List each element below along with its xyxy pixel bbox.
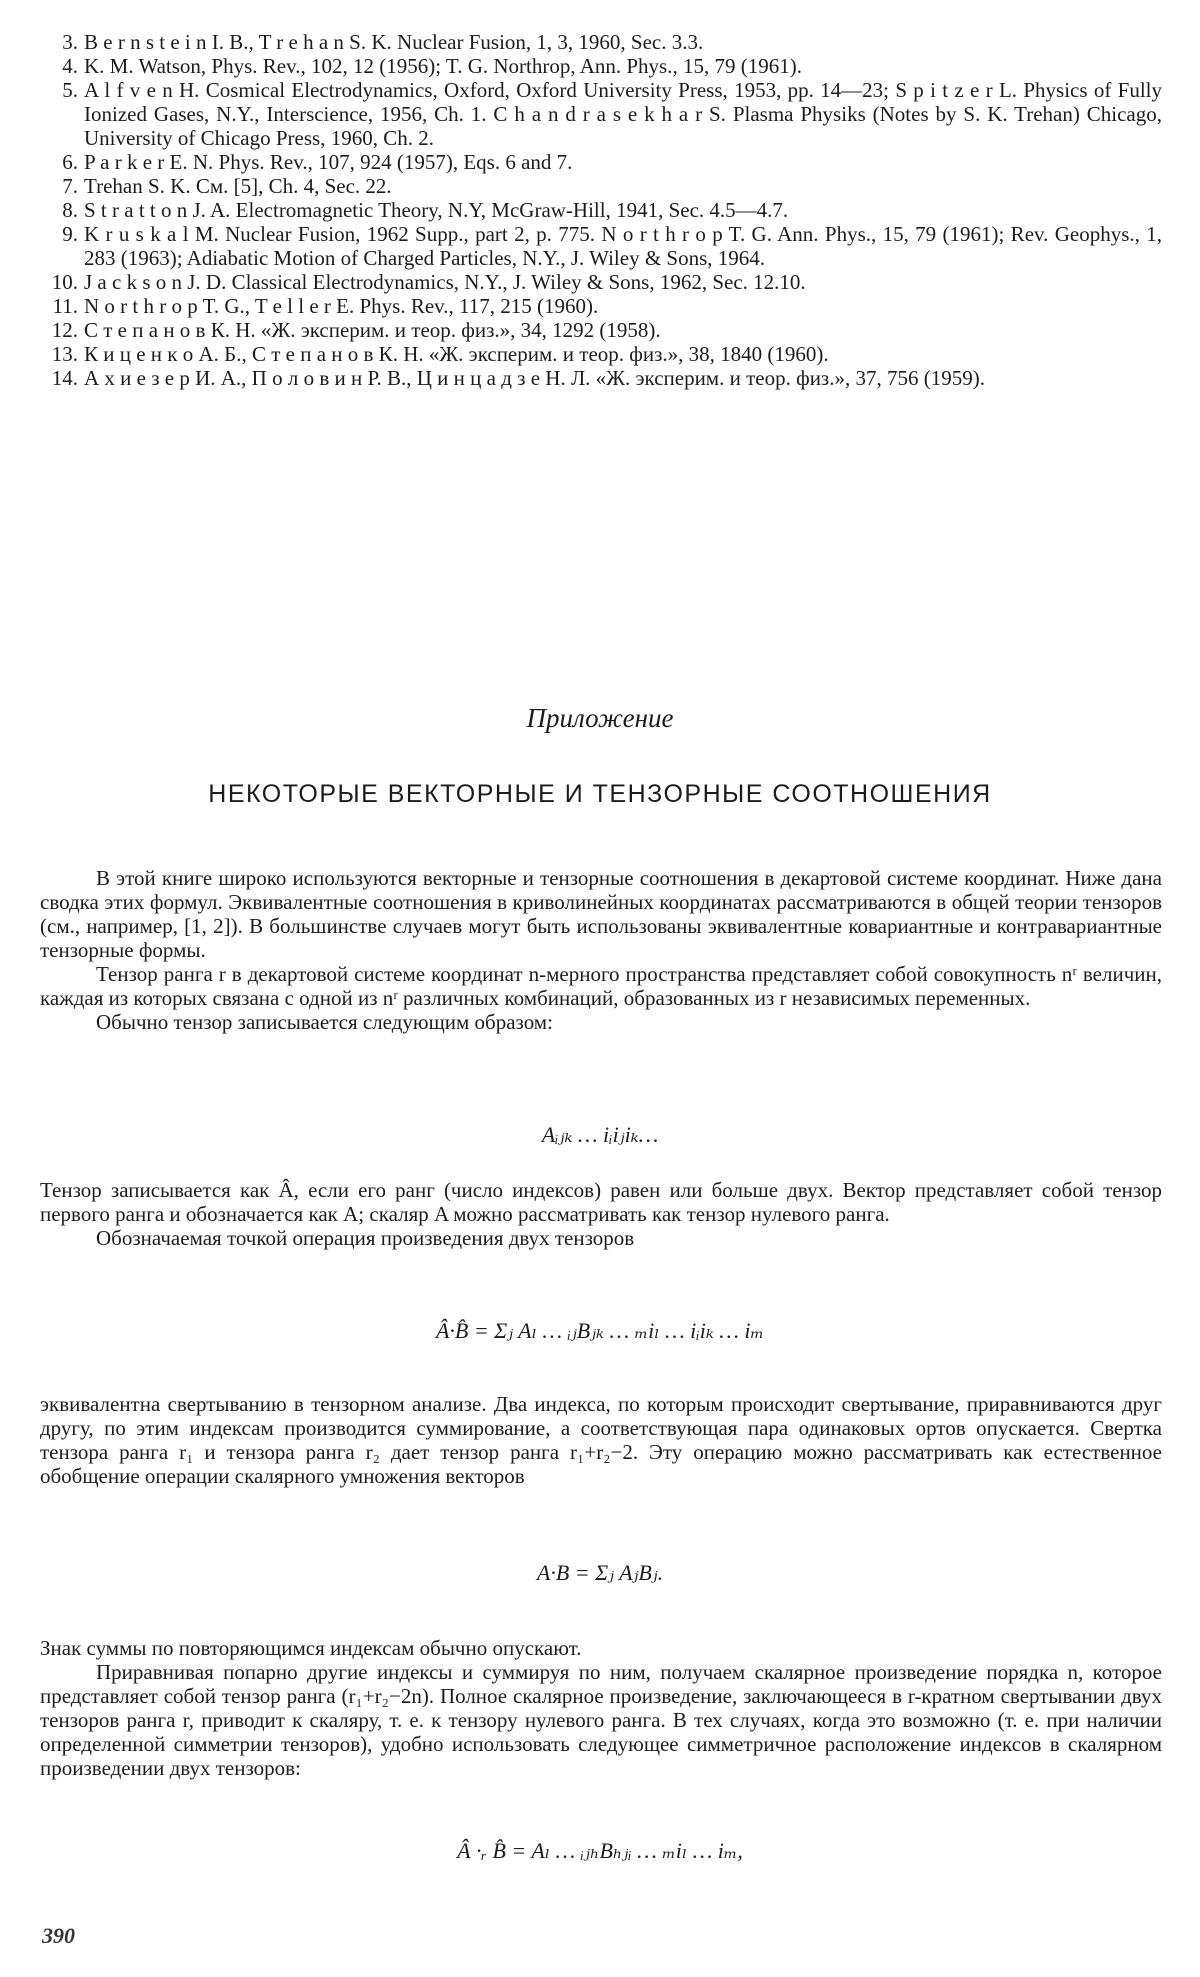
paragraph: В этой книге широко используются векторные и тензорные соотношения в декартовой системе координат. Ниже дана сводка этих формул. Эквивалентные соотношения в криволинейных координатах рассматриваются в общей теории тензоров (см., например, [1, 2]). В большинстве случаев могут быть использованы эквивалентные ковариантные и контравариантные тензорные формы. bbox=[40, 866, 1162, 962]
formula-vector-dot: A·B = Σⱼ AⱼBⱼ. bbox=[536, 1560, 664, 1585]
reference-item: 8. S t r a t t o n J. A. Electromagnetic Theory, N.Y, McGraw-Hill, 1941, Sec. 4.5—4.7. bbox=[62, 198, 789, 222]
reference-item: 13. К и ц е н к о А. Б., С т е п а н о в К. Н. «Ж. эксперим. и теор. физ.», 38, 1840 (1960). bbox=[51, 342, 829, 366]
paragraph: Тензор ранга r в декартовой системе координат n-мерного пространства представляет собой совокупность nʳ величин, каждая из которых связана с одной из nʳ различных комбинаций, образованных из r независимых переменных. bbox=[40, 962, 1162, 1010]
formula-tensor: Aᵢⱼₖ … iᵢiⱼiₖ… bbox=[541, 1122, 659, 1147]
paragraph: Знак суммы по повторяющимся индексам обычно опускают. bbox=[40, 1636, 582, 1660]
formula-full-scalar: Â ·ᵣ B̂ = Aₗ … ᵢⱼₕBₕⱼᵢ … ₘiₗ … iₘ, bbox=[457, 1838, 743, 1863]
scalar-product-text bbox=[40, 1636, 1162, 1780]
contraction-text bbox=[40, 1392, 1162, 1488]
reference-item: 6. P a r k e r E. N. Phys. Rev., 107, 924 (1957), Eqs. 6 and 7. bbox=[62, 150, 573, 174]
formula-dot-product: Â·B̂ = Σⱼ Aₗ … ᵢⱼBⱼₖ … ₘiₗ … iᵢiₖ … iₘ bbox=[435, 1318, 765, 1343]
paragraph: Тензор записывается как Â, если его ранг (число индексов) равен или больше двух. Вектор представляет собой тензор первого ранга и обозначается как A; скаляр A можно рассматривать как тензор нулевого ранга. bbox=[40, 1178, 1162, 1226]
reference-item: 7. Trehan S. K. См. [5], Ch. 4, Sec. 22. bbox=[62, 174, 392, 198]
reference-item: 9. K r u s k a l M. Nuclear Fusion, 1962 Supp., part 2, p. 775. N o r t h r o p T. G. Ann. Phys., 15, 79 (1961); Rev. Geophys., 1, 283 (1963); Adiabatic Motion of Charged Particles, N.Y., J. Wiley & Sons, 1964. bbox=[62, 222, 1162, 270]
reference-item: 14. А х и е з е р И. А., П о л о в и н Р. В., Ц и н ц а д з е Н. Л. «Ж. эксперим. и теор. физ.», 37, 756 (1959). bbox=[51, 366, 985, 390]
page-number: 390 bbox=[42, 1923, 75, 1948]
tensor-text bbox=[40, 1178, 1162, 1250]
reference-item: 3. B e r n s t e i n I. B., T r e h a n S. K. Nuclear Fusion, 1, 3, 1960, Sec. 3.3. bbox=[62, 30, 704, 54]
intro-text bbox=[40, 866, 1162, 1034]
reference-list bbox=[40, 30, 1162, 390]
appendix-label: Приложение bbox=[526, 703, 674, 733]
paragraph: Приравнивая попарно другие индексы и суммируя по ним, получаем скалярное произведение порядка n, которое представляет собой тензор ранга (r₁+r₂−2n). Полное скалярное произведение, заключающееся в r-кратном свертывании двух тензоров ранга r, приводит к скаляру, т. е. к тензору нулевого ранга. В тех случаях, когда это возможно (т. е. при наличии определенной симметрии тензоров), удобно использовать следующее симметричное расположение индексов в скалярном произведении двух тензоров: bbox=[40, 1660, 1162, 1780]
paragraph: эквивалентна свертыванию в тензорном анализе. Два индекса, по которым происходит свертывание, приравниваются друг другу, по этим индексам производится суммирование, а соответствующая пара одинаковых ортов опускается. Свертка тензора ранга r₁ и тензора ранга r₂ дает тензор ранга r₁+r₂−2. Эту операцию можно рассматривать как естественное обобщение операции скалярного умножения векторов bbox=[40, 1392, 1162, 1488]
paragraph: Обозначаемая точкой операция произведения двух тензоров bbox=[96, 1226, 635, 1250]
reference-item: 11. N o r t h r o p T. G., T e l l e r E. Phys. Rev., 117, 215 (1960). bbox=[52, 294, 599, 318]
reference-item: 12. С т е п а н о в К. Н. «Ж. эксперим. и теор. физ.», 34, 1292 (1958). bbox=[51, 318, 661, 342]
section-title: НЕКОТОРЫЕ ВЕКТОРНЫЕ И ТЕНЗОРНЫЕ СООТНОШЕНИЯ bbox=[208, 780, 992, 808]
reference-item: 4. K. M. Watson, Phys. Rev., 102, 12 (1956); T. G. Northrop, Ann. Phys., 15, 79 (1961). bbox=[62, 54, 802, 78]
paragraph: Обычно тензор записывается следующим образом: bbox=[96, 1010, 553, 1034]
reference-item: 10. J a c k s o n J. D. Classical Electrodynamics, N.Y., J. Wiley & Sons, 1962, Sec. 12.10. bbox=[51, 270, 806, 294]
reference-item: 5. A l f v e n H. Cosmical Electrodynamics, Oxford, Oxford University Press, 1953, pp. 14—23; S p i t z e r L. Physics of Fully Ionized Gases, N.Y., Interscience, 1956, Ch. 1. C h a n d r a s e k h a r S. Plasma Physiks (Notes by S. K. Trehan) Chicago, University of Chicago Press, 1960, Ch. 2. bbox=[62, 78, 1162, 150]
